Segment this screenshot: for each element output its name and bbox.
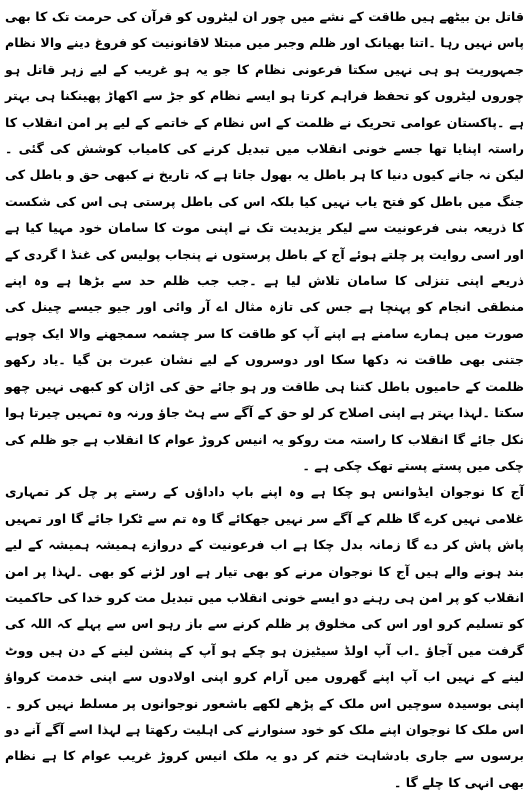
urdu-article-body: [5, 4, 524, 796]
article-paragraph-2: آج کا نوجوان ایڈوانس ہو چکا ہے وہ اپنے باپ داداؤں کے رستے پر چل کر تمہاری غلامی نہیں کرے گا ظلم کے آگے سر نہیں جھکائے گا وہ تم سے ٹکرا جائے گا اور تمہیں پاش پاش کر دے گا زمانہ بدل چکا ہے اب فرعونیت کے دروازے ہمیشہ ہمیشہ کے لیے بند ہونے والے ہیں آج کا نوجوان مرنے کو بھی تیار ہے اور لڑنے کو بھی ۔لہذا پر امن انقلاب کو پر امن ہی رہنے دو ایسے خونی انقلاب میں تبدیل مت کرو خدا کی حاکمیت کو تسلیم کرو اور اس کی مخلوق پر ظلم کرنے سے باز رہو اس سے پہلے کہ اللہ کی گرفت میں آجاؤ ۔اب آپ اولڈ سیٹیزن ہو چکے ہو آپ کے پنشن لینے کے دن ہیں ووٹ لینے کے نہیں اب آپ اپنے گھروں میں آرام کرو اپنی اولادوں سے اپنی خدمت کرواؤ اپنی بوسیدہ سوچیں اس ملک کے پڑھے لکھے باشعور نوجوانوں پر مسلط نہیں کرو ۔اس ملک کا نوجوان اپنے ملک کو خود سنوارنے کی اہلیت رکھتا ہے لہذا اسے آگے آنے دو برسوں سے جاری بادشاہت ختم کر دو یہ ملک انیس کروڑ غریب عوام کا ہے نظام بھی انہی کا چلے گا ۔: [5, 484, 524, 790]
article-paragraph-1: قاتل بن بیٹھے ہیں طاقت کے نشے میں چور ان لیٹروں کو قرآن کی حرمت تک کا بھی پاس نہیں رہا ۔اتنا بھیانک اور ظلم وجبر میں مبتلا لاقانونیت کو فروغ دینے والا نظام جمہوریت ہو ہی نہیں سکتا فرعونی نظام کا جو یہ ہو غریب کے لیے زہر قاتل ہو چوروں لیٹروں کو تحفظ فراہم کرتا ہو ایسے نظام کو جڑ سے اکھاڑ پھینکنا ہی بہتر ہے ۔پاکستان عوامی تحریک نے ظلمت کے اس نظام کے خاتمے کے لیے پر امن انقلاب کا راستہ اپنایا تھا جسے خونی انقلاب میں تبدیل کرنے کی کامیاب کوشش کی گئی ۔لیکن نہ جانے کیوں دنیا کا ہر باطل یہ بھول جاتا ہے کہ تاریخ نے کبھی حق و باطل کی جنگ میں باطل کو فتح یاب نہیں کیا بلکہ اس کی باطل پرستی ہی اس کی شکست کا ذریعہ بنی فرعونیت سے لیکر یزیدیت تک نے اپنی موت کا سامان خود مہیا کیا ہے اور اسی روایت پر چلتے ہوئے آج کے باطل پرستوں نے پنجاب پولیس کی غنڈ ا گردی کے ذریعے اپنی تنزلی کا سامان تلاش لیا ہے ۔جب جب ظلم حد سے بڑھا ہے وہ اپنے منطقی انجام کو پہنچا ہے جس کی تازہ مثال اے آر وائی اور جیو جیسے چینل کی صورت میں ہمارے سامنے ہے اپنے آپ کو طاقت کا سر چشمہ سمجھنے والا ایک چوہے جتنی بھی طاقت نہ دکھا سکا اور دوسروں کے لیے نشان عبرت بن گیا ۔یاد رکھو ظلمت کے حامیوں باطل کتنا ہی طاقت ور ہو جائے حق کی اڑان کو کبھی نہیں چھو سکتا ۔لہذا بہتر ہے اپنی اصلاح کر لو حق کے آگے سے ہٹ جاؤ ورنہ وہ تمہیں چیرتا ہوا نکل جائے گا انقلاب کا راستہ مت روکو یہ انیس کروڑ عوام کا انقلاب ہے جو ظلم کی چکی میں پستے پستے تھک چکی ہے ۔: [5, 9, 524, 473]
